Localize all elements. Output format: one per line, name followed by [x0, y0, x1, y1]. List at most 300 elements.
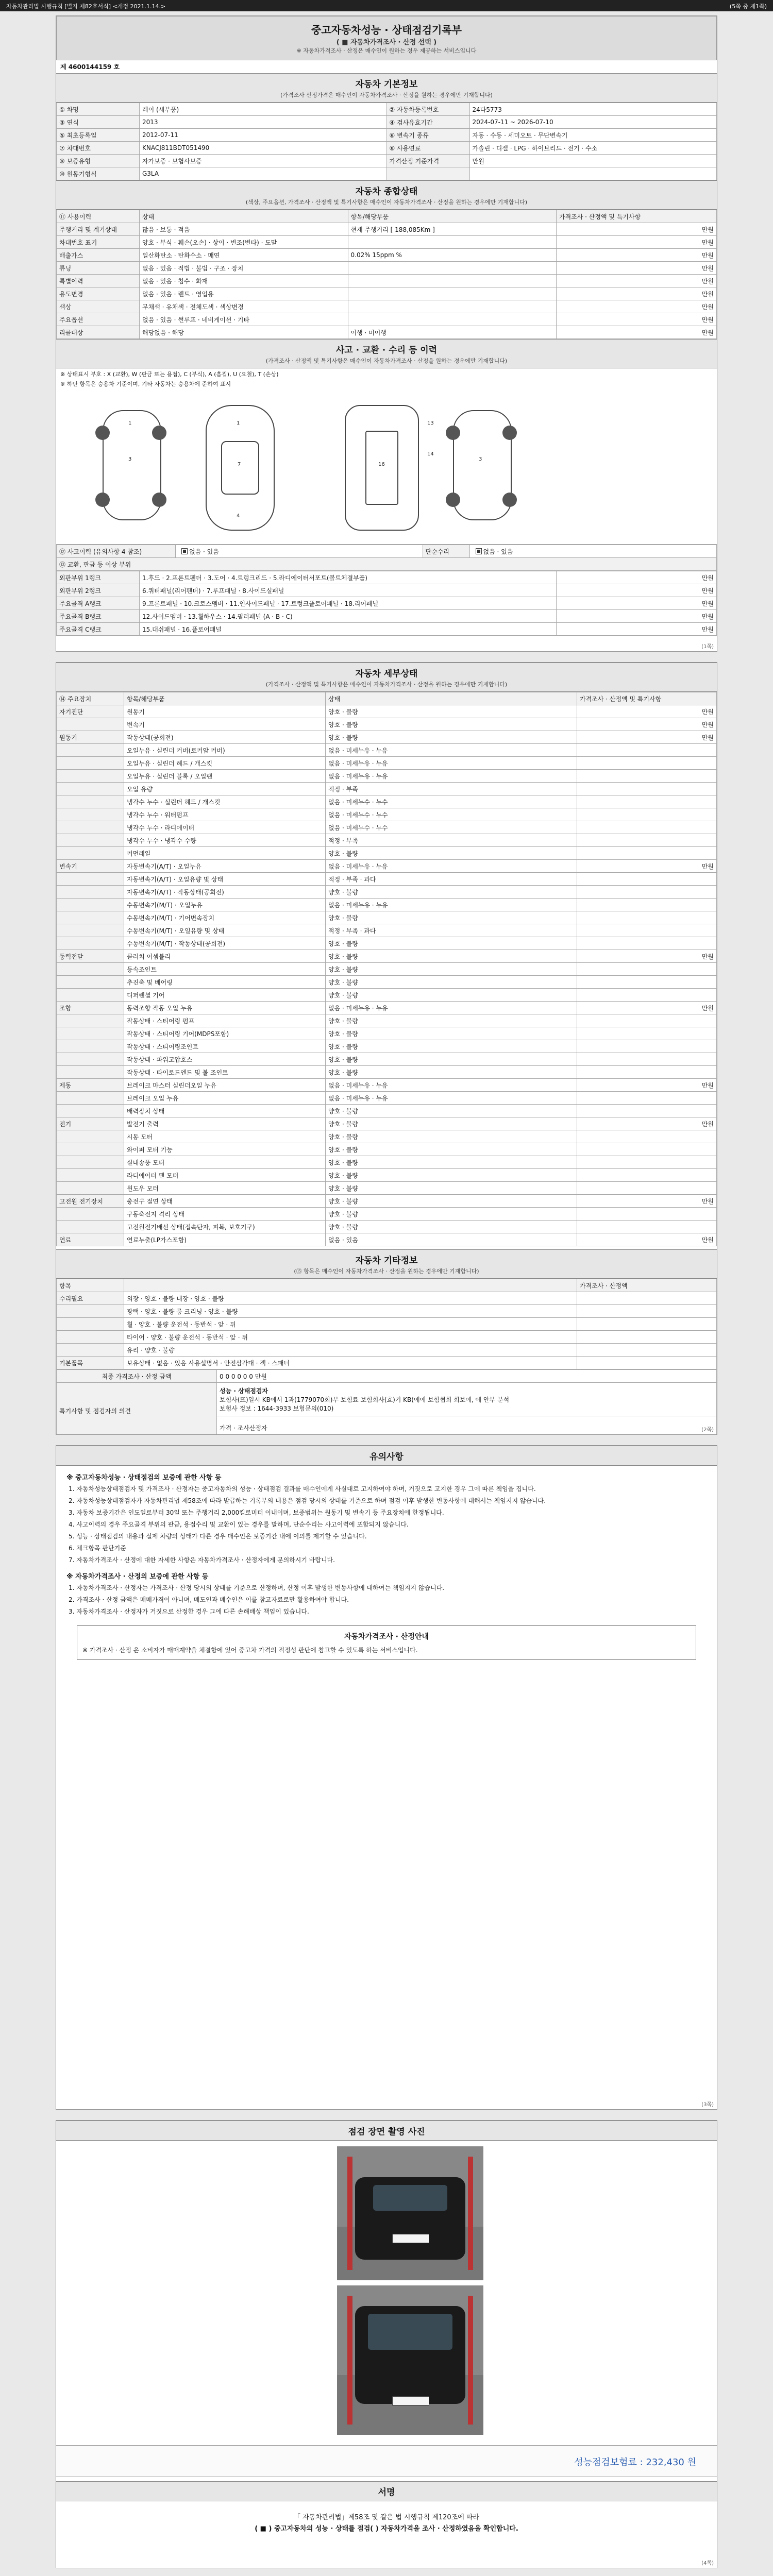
price-guide-title: 자동차가격조사 · 산정안내 — [344, 1633, 429, 1641]
extra-price — [577, 1292, 717, 1305]
extra-item: 유리 · 양호 · 불량 — [124, 1344, 577, 1357]
wheel-icon — [502, 493, 517, 507]
detail-item: 커먼레일 — [124, 847, 326, 860]
detail-price — [577, 1053, 717, 1066]
extra-group — [57, 1305, 124, 1318]
detail-item: 변속기 — [124, 718, 326, 731]
overall-item-state: 없음 · 있음 · 침수 · 화재 — [140, 275, 348, 287]
notes-heading-1: ※ 중고자동차성능 · 상태점검의 보증에 관한 사항 등 — [66, 1474, 222, 1482]
extra-header — [124, 1279, 577, 1292]
detail-price — [577, 783, 717, 795]
overall-item-price: 만원 — [557, 326, 717, 339]
wheel-icon — [446, 426, 460, 440]
diagram-number: 1 — [237, 420, 240, 426]
overall-row — [57, 300, 717, 313]
overall-item-label: 주행거리 및 계기상태 — [57, 223, 140, 236]
detail-price: 만원 — [577, 1079, 717, 1092]
detail-item: 작동상태 · 스티어링조인트 — [124, 1040, 326, 1053]
diagram-number: 3 — [128, 456, 132, 462]
car-diagram — [56, 389, 717, 545]
detail-row — [57, 795, 717, 808]
overall-header: 항목/해당부품 — [348, 210, 557, 223]
overall-item-detail — [348, 287, 557, 300]
basic-info-value: 2024-07-11 ~ 2026-07-10 — [469, 116, 717, 129]
detail-item: 작동상태(공회전) — [124, 731, 326, 744]
basic-info-label: ② 자동차등록번호 — [386, 103, 469, 116]
detail-price — [577, 1066, 717, 1079]
basic-info-row — [57, 116, 717, 129]
extra-group — [57, 1344, 124, 1357]
overall-table — [56, 210, 717, 339]
final-price-table — [56, 1369, 717, 1435]
basic-info-value: 자가보증 · 보험사보증 — [140, 155, 387, 167]
extra-group: 수리필요 — [57, 1292, 124, 1305]
detail-item: 시동 모터 — [124, 1130, 326, 1143]
detail-group — [57, 1156, 124, 1169]
extra-item: 보유상태 · 없음 · 있음 사용설명서 · 안전삼각대 · 잭 · 스패너 — [124, 1357, 577, 1369]
overall-item-price: 만원 — [557, 223, 717, 236]
accident-section — [56, 339, 717, 368]
license-plate-icon — [392, 2396, 429, 2405]
overall-item-label: 리콜대상 — [57, 326, 140, 339]
extra-header: 가격조사 · 산정액 — [577, 1279, 717, 1292]
detail-group — [57, 834, 124, 847]
detail-state: 양호 · 불량 — [326, 718, 577, 731]
detail-price: 만원 — [577, 950, 717, 963]
detail-header: ⑭ 주요장치 — [57, 692, 124, 705]
extra-price — [577, 1318, 717, 1331]
detail-row — [57, 911, 717, 924]
detail-row — [57, 937, 717, 950]
detail-state: 양호 · 불량 — [326, 976, 577, 989]
rank-parts: 1.후드 · 2.프론트펜더 · 3.도어 · 4.트렁크리드 · 5.라디에이터서포트(볼트체결부품) — [140, 571, 557, 584]
detail-group: 변속기 — [57, 860, 124, 873]
detail-item: 작동상태 · 타이로드엔드 및 볼 조인트 — [124, 1066, 326, 1079]
detail-row — [57, 950, 717, 963]
detail-item: 냉각수 누수 · 라디에이터 — [124, 821, 326, 834]
detail-row — [57, 1195, 717, 1208]
detail-row — [57, 1233, 717, 1246]
detail-group — [57, 911, 124, 924]
detail-group — [57, 1014, 124, 1027]
wheel-icon — [95, 426, 110, 440]
detail-state: 양호 · 불량 — [326, 1182, 577, 1195]
note-item: 5. 성능 · 상태점검의 내용과 실제 차량의 상태가 다른 경우 매수인은 보증기간 내에 이의를 제기할 수 있습니다. — [69, 1533, 367, 1540]
detail-title: 자동차 세부상태 — [355, 669, 418, 679]
accident-legend-2: ※ 하단 항목은 승용차 기준이며, 기타 자동차는 승용차에 준하여 표시 — [60, 381, 231, 387]
detail-group — [57, 1053, 124, 1066]
notes-title: 유의사항 — [369, 1452, 404, 1462]
overall-header: 가격조사 · 산정액 및 특기사항 — [557, 210, 717, 223]
accident-history-label: ⑫ 사고이력 (유의사항 4 참조) — [57, 545, 176, 558]
accident-legend: ※ 상태표시 부호 : X (교환), W (판금 또는 용접), C (부식), A (흠집), U (요철), T (손상) — [60, 371, 279, 378]
rank-parts: 9.프론트패널 · 10.크로스멤버 · 11.인사이드패널 · 17.트렁크플로어패널 · 18.리어패널 — [140, 597, 557, 610]
extra-title: 자동차 기타정보 — [355, 1256, 418, 1266]
sign-footer — [56, 2512, 717, 2535]
fee-row — [56, 2445, 717, 2477]
detail-item: 오일누유 · 실린더 헤드 / 개스킷 — [124, 757, 326, 770]
note-item: 3. 자동차 보증기간은 인도일로부터 30일 또는 주행거리 2,000킬로미터 이내이며, 보증범위는 원동기 및 변속기 등 주요장치에 한정됩니다. — [69, 1509, 444, 1516]
note-item: 2. 가격조사 · 산정 금액은 매매가격이 아니며, 매도인과 매수인은 이를 참고자료로만 활용하여야 합니다. — [69, 1596, 349, 1603]
simple-repair-value: 없음 · 있음 — [469, 545, 717, 558]
detail-group — [57, 1040, 124, 1053]
detail-state: 양호 · 불량 — [326, 989, 577, 1002]
overall-item-state: 없음 · 있음 · 썬루프 · 네비게이션 · 기타 — [140, 313, 348, 326]
overall-section — [56, 180, 717, 210]
detail-row — [57, 1208, 717, 1221]
detail-item: 오일누유 · 실린더 블록 / 오일팬 — [124, 770, 326, 783]
diagram-number: 7 — [238, 462, 241, 467]
detail-price — [577, 1040, 717, 1053]
detail-state: 양호 · 불량 — [326, 1156, 577, 1169]
overall-sub: (색상, 주요옵션, 가격조사 · 산정액 및 특기사항은 매수인이 자동차가격조사 · 산정을 원하는 경우에만 기재합니다) — [245, 199, 528, 206]
detail-item: 실내송풍 모터 — [124, 1156, 326, 1169]
detail-group — [57, 1169, 124, 1182]
car-frame-inner-icon — [365, 431, 398, 505]
overall-item-detail: 이행 · 미이행 — [348, 326, 557, 339]
overall-row — [57, 262, 717, 275]
diagram-number: 14 — [427, 451, 434, 457]
overall-row — [57, 275, 717, 287]
detail-row — [57, 770, 717, 783]
detail-row — [57, 873, 717, 886]
diagram-number: 1 — [128, 420, 132, 426]
rank-label: 주요골격 B랭크 — [57, 610, 140, 623]
detail-group — [57, 744, 124, 757]
detail-price — [577, 1027, 717, 1040]
rank-row — [57, 571, 717, 584]
sign-footer-1: 「 자동차관리법」제58조 및 같은 법 시행규칙 제120조에 따라 — [294, 2514, 479, 2521]
rank-label: 외판부위 1랭크 — [57, 571, 140, 584]
detail-item: 작동상태 · 스티어링 펌프 — [124, 1014, 326, 1027]
detail-item: 구동축전지 격리 상태 — [124, 1208, 326, 1221]
overall-header: 상태 — [140, 210, 348, 223]
final-price-label: 최종 가격조사 · 산정 금액 — [57, 1370, 217, 1383]
detail-state: 양호 · 불량 — [326, 1117, 577, 1130]
detail-group — [57, 1027, 124, 1040]
basic-info-label: ⑨ 보증유형 — [57, 155, 140, 167]
page-number: (3쪽) — [701, 2102, 714, 2108]
detail-row — [57, 1169, 717, 1182]
detail-price — [577, 1130, 717, 1143]
sheet-page-3 — [56, 1445, 717, 2110]
extra-table — [56, 1279, 717, 1369]
detail-row — [57, 976, 717, 989]
detail-item: 자동변속기(A/T) · 작동상태(공회전) — [124, 886, 326, 899]
detail-item: 냉각수 누수 · 워터펌프 — [124, 808, 326, 821]
overall-item-detail — [348, 300, 557, 313]
rank-label: 외판부위 2랭크 — [57, 584, 140, 597]
detail-item: 작동상태 · 파워고압호스 — [124, 1053, 326, 1066]
detail-group — [57, 795, 124, 808]
basic-info-label: ⑧ 사용연료 — [386, 142, 469, 155]
detail-state: 양호 · 불량 — [326, 731, 577, 744]
detail-row — [57, 1040, 717, 1053]
basic-info-label: ⑥ 변속기 종류 — [386, 129, 469, 142]
car-roof-icon — [221, 441, 259, 495]
detail-item: 충전구 절연 상태 — [124, 1195, 326, 1208]
rank-label: 주요골격 A랭크 — [57, 597, 140, 610]
extra-row — [57, 1331, 717, 1344]
basic-info-value: 레이 (새부품) — [140, 103, 387, 116]
detail-group: 동력전달 — [57, 950, 124, 963]
extra-row — [57, 1344, 717, 1357]
detail-state: 없음 · 미세누유 · 누유 — [326, 899, 577, 911]
detail-state: 없음 · 있음 — [326, 1233, 577, 1246]
detail-price — [577, 1014, 717, 1027]
detail-group — [57, 821, 124, 834]
detail-group — [57, 1221, 124, 1233]
overall-row — [57, 326, 717, 339]
wheel-icon — [152, 426, 166, 440]
overall-item-price: 만원 — [557, 287, 717, 300]
detail-state: 없음 · 미세누유 · 누유 — [326, 744, 577, 757]
inspection-photo-rear — [337, 2146, 483, 2280]
detail-row — [57, 886, 717, 899]
detail-row — [57, 1105, 717, 1117]
wheel-icon — [446, 493, 460, 507]
detail-price — [577, 821, 717, 834]
extra-row — [57, 1305, 717, 1318]
license-plate-icon — [392, 2234, 429, 2243]
detail-state: 없음 · 미세누유 · 누유 — [326, 1002, 577, 1014]
overall-item-label: 튜닝 — [57, 262, 140, 275]
detail-price — [577, 795, 717, 808]
overall-item-price: 만원 — [557, 313, 717, 326]
overall-item-state: 일산화탄소 · 탄화수소 · 매연 — [140, 249, 348, 262]
detail-price — [577, 1221, 717, 1233]
overall-item-price: 만원 — [557, 275, 717, 287]
sheet-page-4 — [56, 2120, 717, 2568]
document-title: 중고자동차성능 · 상태점검기록부 — [311, 24, 462, 36]
accident-history-value: 없음 · 있음 — [176, 545, 423, 558]
basic-info-sub: (가격조사 산정가격은 매수인이 자동차가격조사 · 산정을 원하는 경우에만 기재합니다) — [280, 92, 493, 98]
final-price-value: 0 0 0 0 0 0 만원 — [217, 1370, 717, 1383]
extra-item: 타이어 · 양호 · 불량 운전석 · 동반석 · 앞 · 뒤 — [124, 1331, 577, 1344]
car-side-right-icon — [453, 410, 512, 520]
detail-item: 냉각수 누수 · 냉각수 수량 — [124, 834, 326, 847]
detail-item: 자동변속기(A/T) · 오일누유 — [124, 860, 326, 873]
number-value: 4600144159 — [68, 63, 112, 71]
diagram-number: 3 — [479, 456, 482, 462]
detail-state: 양호 · 불량 — [326, 937, 577, 950]
extra-group: 기본품목 — [57, 1357, 124, 1369]
detail-group — [57, 976, 124, 989]
detail-group — [57, 989, 124, 1002]
overall-item-state: 없음 · 있음 · 렌트 · 영업용 — [140, 287, 348, 300]
detail-group — [57, 757, 124, 770]
basic-info-label: ⑦ 차대번호 — [57, 142, 140, 155]
detail-item: 클러치 어셈블리 — [124, 950, 326, 963]
rank-price: 만원 — [557, 584, 717, 597]
detail-state: 없음 · 미세누유 · 누유 — [326, 757, 577, 770]
accident-sub: (가격조사 · 산정액 및 특기사항은 매수인이 자동차가격조사 · 산정을 원하는 경우에만 기재합니다) — [265, 358, 508, 364]
detail-price — [577, 937, 717, 950]
rank-label: 주요골격 C랭크 — [57, 623, 140, 636]
detail-state: 없음 · 미세누유 · 누유 — [326, 770, 577, 783]
overall-item-state: 없음 · 있음 · 적법 · 불법 · 구조 · 장치 — [140, 262, 348, 275]
detail-item: 오일 유량 — [124, 783, 326, 795]
rank-price: 만원 — [557, 623, 717, 636]
detail-item: 원동기 — [124, 705, 326, 718]
overall-item-state: 해당없음 · 해당 — [140, 326, 348, 339]
detail-group: 조향 — [57, 1002, 124, 1014]
detail-group — [57, 808, 124, 821]
detail-item: 수동변속기(M/T) · 기어변속장치 — [124, 911, 326, 924]
document-subtitle: ( ■ 자동차가격조사 · 산정 선택 ) — [336, 39, 437, 46]
detail-price — [577, 834, 717, 847]
notes-list-2 — [56, 1584, 717, 1616]
overall-item-label: 차대번호 표기 — [57, 236, 140, 249]
basic-info-title: 자동차 기본정보 — [355, 79, 418, 90]
detail-state: 양호 · 불량 — [326, 1208, 577, 1221]
overall-item-price: 만원 — [557, 236, 717, 249]
detail-state: 양호 · 불량 — [326, 1014, 577, 1027]
basic-info-label: ① 차명 — [57, 103, 140, 116]
price-guide-box — [77, 1625, 696, 1660]
detail-state: 양호 · 불량 — [326, 1221, 577, 1233]
notes-heading-2: ※ 자동차가격조사 · 산정의 보증에 관한 사항 등 — [66, 1573, 209, 1581]
detail-price — [577, 963, 717, 976]
detail-price: 만원 — [577, 718, 717, 731]
overall-item-state: 무채색 · 유채색 · 전체도색 · 색상변경 — [140, 300, 348, 313]
detail-row — [57, 834, 717, 847]
basic-info-row — [57, 103, 717, 116]
basic-info-label: ⑤ 최초등록일 — [57, 129, 140, 142]
detail-price: 만원 — [577, 731, 717, 744]
detail-header: 가격조사 · 산정액 및 특기사항 — [577, 692, 717, 705]
rank-row — [57, 623, 717, 636]
detail-state: 양호 · 불량 — [326, 1105, 577, 1117]
extra-row — [57, 1357, 717, 1369]
detail-price — [577, 924, 717, 937]
detail-group — [57, 1066, 124, 1079]
basic-info-value: KNACJ811BDT051490 — [140, 142, 387, 155]
car-side-left-icon — [103, 410, 161, 520]
detail-item: 디퍼렌셜 기어 — [124, 989, 326, 1002]
detail-state: 적정 · 부족 — [326, 783, 577, 795]
note-item: 1. 자동차가격조사 · 산정자는 가격조사 · 산정 당시의 상태를 기준으로 산정하며, 산정 이후 발생한 변동사항에 대하여는 책임지지 않습니다. — [69, 1584, 445, 1591]
detail-state: 적정 · 부족 · 과다 — [326, 873, 577, 886]
detail-group — [57, 924, 124, 937]
detail-row — [57, 1002, 717, 1014]
note-item: 4. 사고이력의 경우 주요골격 부위의 판금, 용접수리 및 교환이 있는 경우를 말하며, 단순수리는 사고이력에 포함되지 않습니다. — [69, 1521, 409, 1528]
detail-state: 적정 · 부족 · 과다 — [326, 924, 577, 937]
detail-price — [577, 757, 717, 770]
rank-row — [57, 584, 717, 597]
price-guide-text: ※ 가격조사 · 산정 은 소비자가 매매계약을 체결함에 있어 중고차 가격의 적정성 판단에 참고할 수 있도록 하는 서비스입니다. — [82, 1647, 418, 1654]
basic-info-value: 가솔린 · 디젤 · LPG · 하이브리드 · 전기 · 수소 — [469, 142, 717, 155]
detail-row — [57, 963, 717, 976]
extra-group — [57, 1318, 124, 1331]
page-number: (2쪽) — [701, 1427, 714, 1433]
page-count: (5쪽 중 제1쪽) — [729, 3, 767, 10]
detail-group — [57, 1143, 124, 1156]
detail-item: 오일누유 · 실린더 커버(로커암 커버) — [124, 744, 326, 757]
special-notes-price: 가격 · 조사산정자 — [217, 1416, 717, 1435]
basic-info-value: 2012-07-11 — [140, 129, 387, 142]
detail-row — [57, 899, 717, 911]
overall-item-label: 용도변경 — [57, 287, 140, 300]
detail-state: 양호 · 불량 — [326, 1053, 577, 1066]
rank-price: 만원 — [557, 571, 717, 584]
detail-row — [57, 1221, 717, 1233]
detail-item: 수동변속기(M/T) · 오일누유 — [124, 899, 326, 911]
wheel-icon — [152, 493, 166, 507]
simple-repair-label: 단순수리 — [423, 545, 469, 558]
detail-price — [577, 770, 717, 783]
detail-state: 없음 · 미세누수 · 누수 — [326, 821, 577, 834]
wheel-icon — [95, 493, 110, 507]
detail-row — [57, 808, 717, 821]
detail-item: 추진축 및 베어링 — [124, 976, 326, 989]
diagram-number: 16 — [378, 462, 385, 467]
detail-state: 없음 · 미세누유 · 누유 — [326, 1092, 577, 1105]
detail-state: 양호 · 불량 — [326, 1169, 577, 1182]
detail-row — [57, 1182, 717, 1195]
detail-row — [57, 718, 717, 731]
detail-item: 와이퍼 모터 기능 — [124, 1143, 326, 1156]
detail-group: 제동 — [57, 1079, 124, 1092]
basic-info-value: 만원 — [469, 155, 717, 167]
detail-group — [57, 783, 124, 795]
extra-section — [56, 1249, 717, 1279]
extra-row — [57, 1292, 717, 1305]
overall-item-price: 만원 — [557, 300, 717, 313]
detail-item: 발전기 출력 — [124, 1117, 326, 1130]
detail-price — [577, 989, 717, 1002]
detail-item: 브레이크 마스터 실린더오일 누유 — [124, 1079, 326, 1092]
detail-state: 양호 · 불량 — [326, 911, 577, 924]
basic-info-row — [57, 155, 717, 167]
overall-item-label: 주요옵션 — [57, 313, 140, 326]
detail-group — [57, 899, 124, 911]
document-header — [56, 16, 717, 60]
basic-info-row — [57, 167, 717, 180]
form-reference: 자동차관리법 시행규칙 [별지 제82호서식] <개정 2021.1.14.> — [6, 3, 166, 10]
overall-item-detail — [348, 313, 557, 326]
detail-item: 배력장치 상태 — [124, 1105, 326, 1117]
detail-price: 만원 — [577, 1233, 717, 1246]
extra-header: 항목 — [57, 1279, 124, 1292]
special-notes-label: 특기사항 및 점검자의 의견 — [57, 1383, 217, 1435]
detail-state: 양호 · 불량 — [326, 1027, 577, 1040]
detail-price — [577, 873, 717, 886]
extra-price — [577, 1344, 717, 1357]
basic-info-label — [386, 167, 469, 180]
detail-price — [577, 1156, 717, 1169]
outer-panel-label: ⑬ 교환, 판금 등 이상 부위 — [57, 558, 717, 571]
detail-price: 만원 — [577, 705, 717, 718]
extra-price — [577, 1331, 717, 1344]
detail-section — [56, 663, 717, 692]
basic-info-value: 자동 · 수동 · 세미오토 · 무단변속기 — [469, 129, 717, 142]
detail-item: 윈도우 모터 — [124, 1182, 326, 1195]
basic-info-section — [56, 73, 717, 103]
overall-item-state: 양호 · 부식 · 훼손(오손) · 상이 · 변조(변타) · 도말 — [140, 236, 348, 249]
detail-price: 만원 — [577, 1195, 717, 1208]
detail-item: 작동상태 · 스티어링 기어(MDPS포함) — [124, 1027, 326, 1040]
detail-state: 양호 · 불량 — [326, 1130, 577, 1143]
detail-group — [57, 847, 124, 860]
inspection-photo-front — [337, 2285, 483, 2435]
notes-list — [56, 1485, 717, 1565]
extra-group — [57, 1331, 124, 1344]
detail-price: 만원 — [577, 1117, 717, 1130]
detail-row — [57, 744, 717, 757]
detail-price — [577, 1182, 717, 1195]
notes-section — [56, 1446, 717, 1466]
